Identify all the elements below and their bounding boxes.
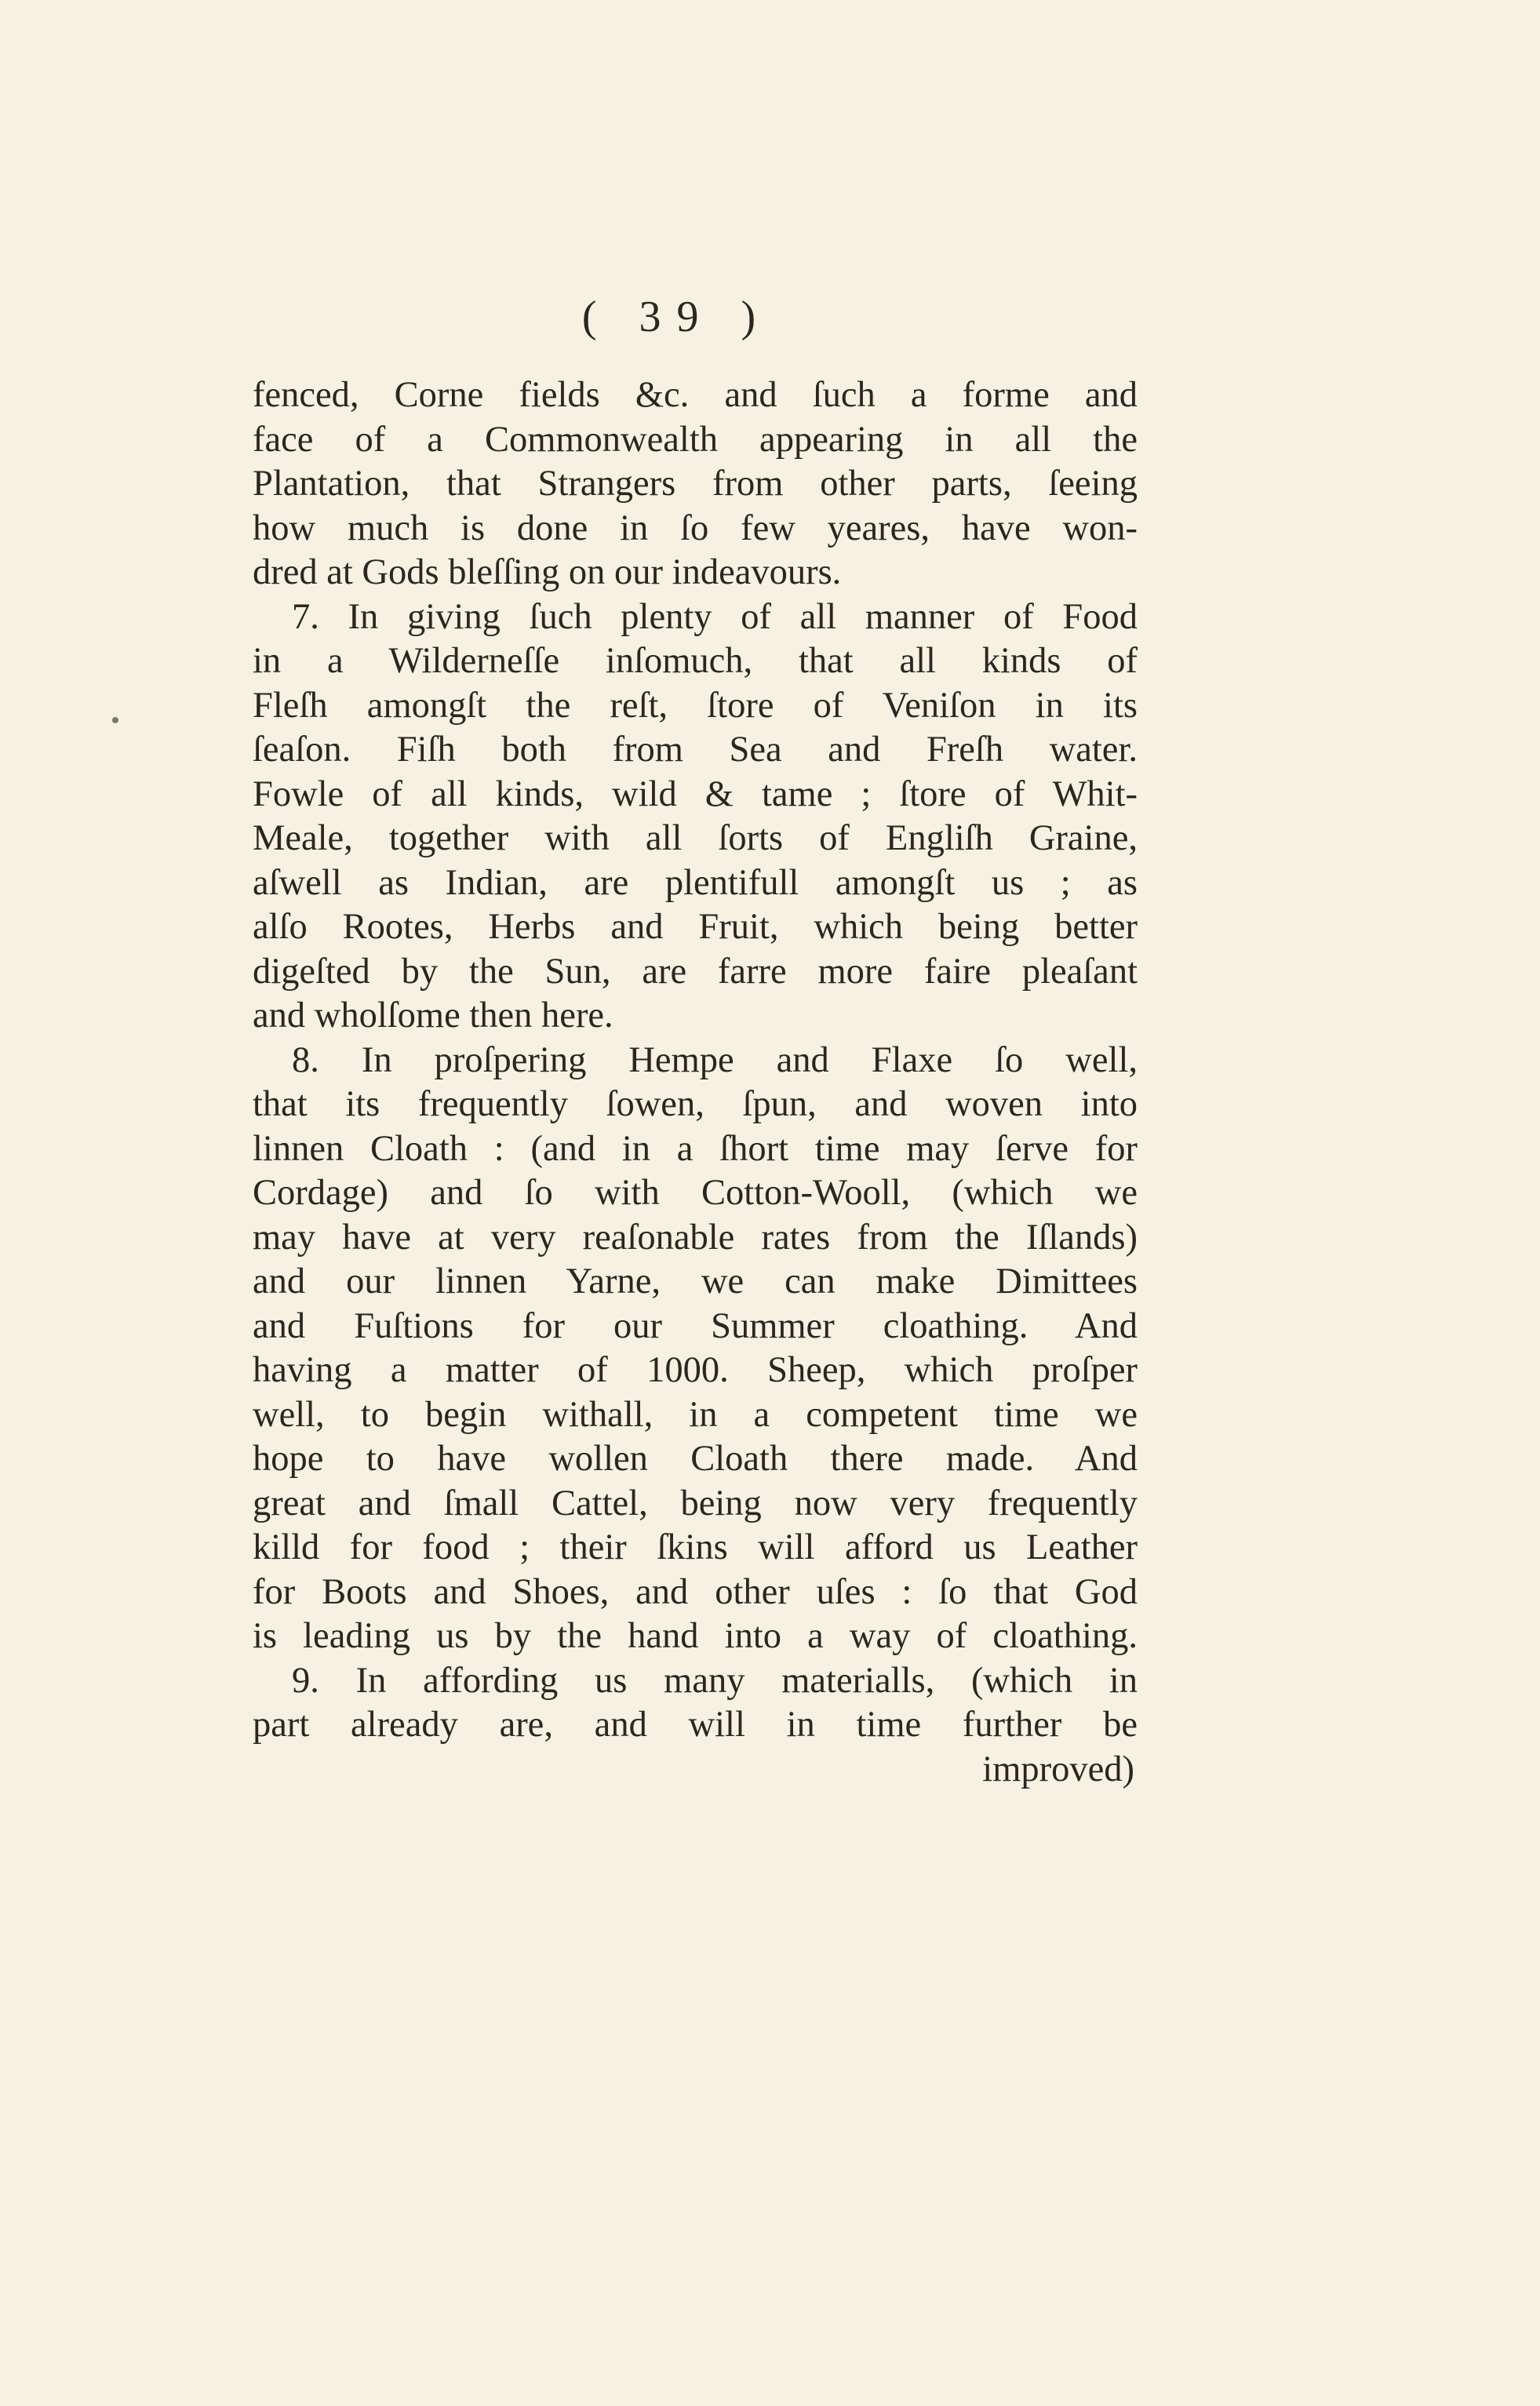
text-line: and Fuſtions for our Summer cloathing. And xyxy=(253,1305,1138,1346)
catchword-line: improved) xyxy=(982,1749,1134,1789)
text-line: face of a Commonwealth appearing in all the xyxy=(253,419,1138,460)
text-line: Cordage) and ſo with Cotton-Wooll, (which we xyxy=(253,1173,1138,1213)
text-line: ſeaſon. Fiſh both from Sea and Freſh water. xyxy=(253,730,1138,770)
text-line: for Boots and Shoes, and other uſes : ſo that God xyxy=(253,1571,1138,1612)
text-line: digeſted by the Sun, are farre more faire pleaſant xyxy=(253,951,1138,992)
text-line: killd for food ; their ſkins will afford us Leather xyxy=(253,1527,1138,1567)
text-line: Fleſh amongſt the reſt, ſtore of Veniſon in its xyxy=(253,685,1138,726)
paragraph-start-line: 7. In giving ſuch plenty of all manner of Food xyxy=(292,596,1138,637)
text-line: how much is done in ſo few yeares, have won- xyxy=(253,508,1138,548)
text-line: and our linnen Yarne, we can make Dimittees xyxy=(253,1261,1138,1301)
text-line: is leading us by the hand into a way of cloathing. xyxy=(253,1616,1138,1656)
text-line: hope to have wollen Cloath there made. And xyxy=(253,1439,1138,1479)
text-line: part already are, and will in time further be xyxy=(253,1705,1138,1745)
text-line: Meale, together with all ſorts of Engliſh Graine, xyxy=(253,818,1138,858)
text-line: alſo Rootes, Herbs and Fruit, which being better xyxy=(253,907,1138,947)
body-text xyxy=(253,373,1138,1792)
text-line: Plantation, that Strangers from other parts, ſeeing xyxy=(253,464,1138,504)
text-line: having a matter of 1000. Sheep, which proſper xyxy=(253,1350,1138,1390)
paragraph-start-line: 8. In proſpering Hempe and Flaxe ſo well, xyxy=(292,1039,1138,1080)
text-line: linnen Cloath : (and in a ſhort time may ſerve for xyxy=(253,1128,1138,1169)
text-line: that its frequently ſowen, ſpun, and woven into xyxy=(253,1084,1138,1124)
paragraph-start-line: 9. In affording us many materialls, (which in xyxy=(292,1660,1138,1701)
text-line: great and ſmall Cattel, being now very frequently xyxy=(253,1483,1138,1523)
text-line: fenced, Corne fields &c. and ſuch a forme and xyxy=(253,375,1138,415)
text-line: and wholſome then here. xyxy=(253,996,613,1036)
text-line: well, to begin withall, in a competent time we xyxy=(253,1394,1138,1435)
text-line: in a Wilderneſſe inſomuch, that all kinds of xyxy=(253,641,1138,681)
text-line: aſwell as Indian, are plentifull amongſt us ; as xyxy=(253,862,1138,903)
text-line: dred at Gods bleſſing on our indeavours. xyxy=(253,552,842,592)
text-line: may have at very reaſonable rates from the Iſlands) xyxy=(253,1217,1138,1258)
ink-speck xyxy=(112,717,118,723)
text-line: Fowle of all kinds, wild & tame ; ſtore of Whit- xyxy=(253,773,1138,814)
page-number: ( 39 ) xyxy=(581,293,772,341)
